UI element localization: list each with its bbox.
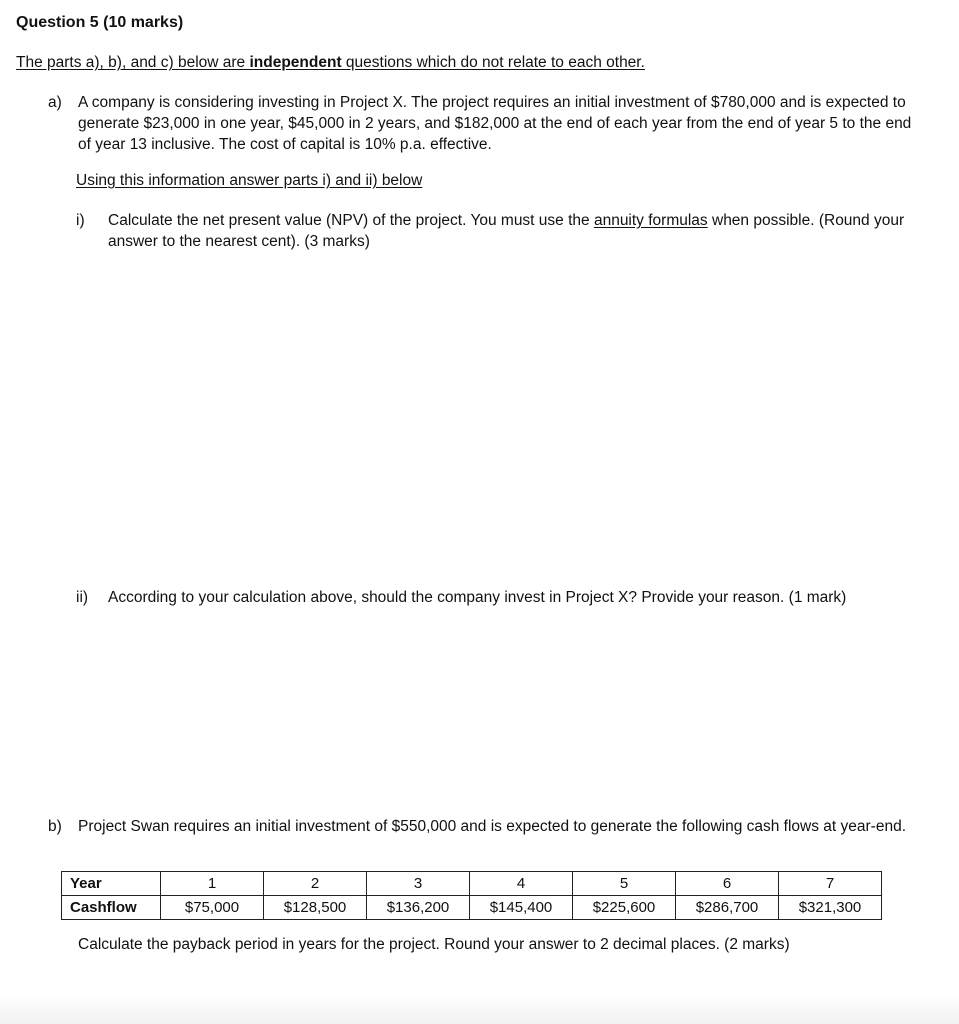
cashflow-table bbox=[61, 871, 882, 920]
cashflow-cell: $75,000 bbox=[161, 896, 264, 920]
part-a-ii-text: According to your calculation above, should the company invest in Project X? Provide your reason. (1 mark) bbox=[108, 589, 847, 606]
part-a-i-after: when possible. (Round your answer to the nearest cent). (3 marks) bbox=[108, 212, 905, 250]
cashflow-cell: $286,700 bbox=[676, 896, 779, 920]
page-bottom-edge bbox=[0, 996, 959, 1024]
year-cell: 4 bbox=[470, 872, 573, 896]
part-b-text: Project Swan requires an initial investment of $550,000 and is expected to generate the following cash flows at year-end. bbox=[78, 818, 907, 835]
cashflow-cell: $321,300 bbox=[779, 896, 882, 920]
part-a-i-before: Calculate the net present value (NPV) of the project. You must use the bbox=[108, 212, 594, 229]
part-a-i-label: i) bbox=[76, 212, 85, 229]
table-header-year: Year bbox=[62, 872, 161, 896]
part-a-i-text bbox=[108, 210, 908, 252]
part-b-label: b) bbox=[48, 818, 62, 835]
annuity-formulas-link: annuity formulas bbox=[593, 212, 708, 229]
cashflow-cell: $128,500 bbox=[264, 896, 367, 920]
cashflow-cell: $145,400 bbox=[470, 896, 573, 920]
cashflow-cell: $136,200 bbox=[367, 896, 470, 920]
part-a-instruction: Using this information answer parts i) and ii) below bbox=[76, 172, 423, 189]
year-cell: 1 bbox=[161, 872, 264, 896]
year-cell: 2 bbox=[264, 872, 367, 896]
intro-before: The parts a), b), and c) below are bbox=[16, 54, 250, 71]
year-cell: 5 bbox=[573, 872, 676, 896]
year-cell: 6 bbox=[676, 872, 779, 896]
question-title: Question 5 (10 marks) bbox=[16, 14, 184, 31]
intro-emphasis: independent bbox=[249, 54, 342, 71]
table-row-cashflow bbox=[62, 896, 882, 920]
intro-after: questions which do not relate to each other. bbox=[341, 54, 645, 71]
cashflow-cell: $225,600 bbox=[573, 896, 676, 920]
year-cell: 3 bbox=[367, 872, 470, 896]
part-a-label: a) bbox=[48, 94, 62, 111]
part-b-question: Calculate the payback period in years for the project. Round your answer to 2 decimal places. (2 marks) bbox=[78, 936, 790, 953]
table-header-cashflow: Cashflow bbox=[62, 896, 161, 920]
table-row-year bbox=[62, 872, 882, 896]
intro-text bbox=[16, 52, 645, 73]
year-cell: 7 bbox=[779, 872, 882, 896]
part-a-ii-label: ii) bbox=[76, 589, 89, 606]
part-a-text: A company is considering investing in Project X. The project requires an initial investment of $780,000 and is expected to generate $23,000 in one year, $45,000 in 2 years, and $182,000 at the end of each year from the end of year 5 to the end of year 13 inclusive. The cost of capital is 10% p.a. effective. bbox=[78, 94, 912, 153]
